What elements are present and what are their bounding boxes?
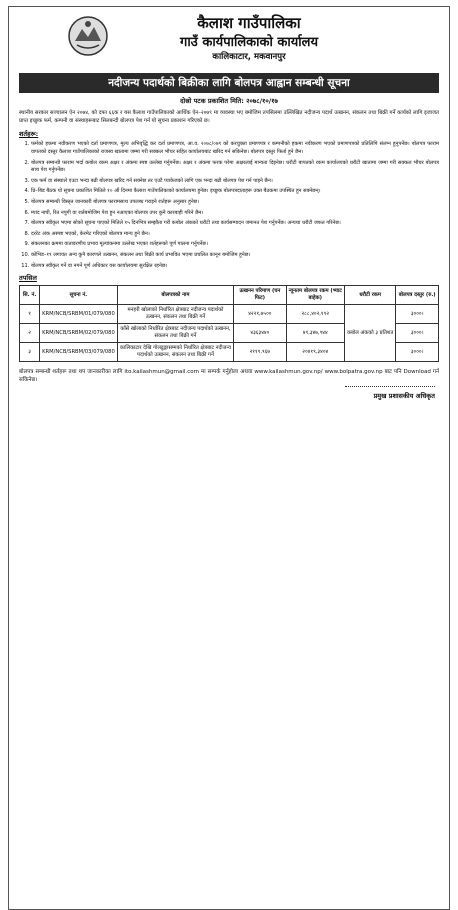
office-address: कालिकाटार, मकवानपुर	[212, 52, 286, 62]
cell-tender-name: मनहरी खोलाको निर्धारित क्षेत्रबाट नदीजन्य पदार्थको उत्खनन, संकलन तथा बिक्री गर्ने	[117, 305, 233, 324]
condition-item: 4. प्रि–बिड बैठक यो सूचना प्रकाशित मितिले १० औं दिनमा कैलाश गाउँपालिकाको कार्यालयमा हुनेछ। इच्छुक बोलपत्रदाताहरू उक्त बैठकमा उपस्थित हुन सक्नेछन्।	[31, 188, 439, 196]
conditions-list	[19, 141, 439, 270]
cell-notice-no: KRM/NCB/SRBM/02/079/080	[40, 324, 118, 343]
cell-fee: ३०००।	[396, 343, 439, 362]
cell-min-amount: ४९,३४७,९४४	[286, 324, 344, 343]
cell-notice-no: KRM/NCB/SRBM/01/079/080	[40, 305, 118, 324]
condition-item: 3. एक फर्म वा संस्थाले एउटा भन्दा बढी बोलपत्र खरिद गर्न सक्नेछ तर एउटै प्याकेजको लागि एक भन्दा बढी बोलपत्र पेश गर्न पाइने छैन।	[31, 178, 439, 186]
condition-item: 10. कोभिड–१९ लगायत अन्य कुनै कारणले उत्खनन, संकलन तथा बिक्री कार्य प्रभावित भएमा प्रचलित कानून बमोजिम हुनेछ।	[31, 252, 439, 260]
table-header-row	[20, 286, 439, 305]
signature-line	[345, 386, 435, 387]
publication-date: दोस्रो पटक प्रकाशित मिति: २०७८/१०/१७	[180, 97, 278, 105]
cell-sn: १	[20, 305, 40, 324]
cell-quantity: ४३६३४४०	[234, 324, 286, 343]
cell-quantity: २११९,९६७	[234, 343, 286, 362]
cell-fee: ३०००।	[396, 324, 439, 343]
cell-min-amount: २८८,४०२,१९२	[286, 305, 344, 324]
intro-paragraph: स्थानीय सरकार सञ्चालन ऐन २०७४, को दफा ६६क र यस कैलाश गाउँपालिकाको आर्थिक ऐन–२०७९ मा व्यवस्था भए बमोजिम तपसिलमा उल्लिखित नदीजन्य पदार्थ उत्खनन, संकलन तथा बिक्री गर्ने कार्यको लागि इजाजत प्राप्त इच्छुक फर्म, कम्पनी वा संस्थाहरूबाट सिलबन्दी बोलपत्र पेश गर्न यो सूचना प्रकाशन गरिएको छ।	[19, 110, 439, 125]
letterhead	[9, 7, 449, 71]
col-min-amount: न्यूनतम बोलपत्र रकम (भ्याट बाहेक)	[286, 286, 344, 305]
cell-fee: ३०००।	[396, 305, 439, 324]
cell-min-amount: २०४१९,३४०४	[286, 343, 344, 362]
annex-heading: तपसिल	[19, 274, 37, 283]
condition-item: 9. संकलनका क्रममा वातावरणीय प्रभाव मूल्यांकनमा उल्लेख भएका शर्तहरूको पूर्ण पालना गर्नुपर्नेछ।	[31, 241, 439, 249]
tender-table	[19, 285, 439, 362]
cell-notice-no: KRM/NCB/SRBM/03/079/080	[40, 343, 118, 362]
cell-sn: ३	[20, 343, 40, 362]
col-notice-no: सूचना नं.	[40, 286, 118, 305]
table-row	[20, 305, 439, 324]
col-sn: सि. नं.	[20, 286, 40, 305]
notice-frame	[8, 6, 450, 910]
cell-sn: २	[20, 324, 40, 343]
notice-title: नदीजन्य पदार्थको बिक्रीका लागि बोलपत्र आह्वान सम्बन्धी सूचना	[19, 73, 439, 93]
col-quantity: उत्खनन परिमाण (घन फिट)	[234, 286, 286, 305]
office-name: गाउँ कार्यपालिकाको कार्यालय	[180, 35, 318, 50]
col-fee: बोलपत्र दस्तुर (रु.)	[396, 286, 439, 305]
municipality-name: कैलाश गाउँपालिका	[197, 14, 301, 32]
condition-item: 1. फर्मको हकमा नवीकरण भएको दर्ता प्रमाणपत्र, मूल्य अभिवृद्धि कर दर्ता प्रमाणपत्र, आ.व. २०७८/०७९ को करचुक्ता प्रमाणपत्र र कम्पनीको हकमा नवीकरण भएको प्रमाणपत्रको प्रतिलिपि संलग्न हुनुपर्नेछ। बोलपत्र फाराम वापतको दस्तुर कैलाश गाउँपालिकाको राजस्व खातामा जम्मा गरी सक्कल भौचर सहित कार्यालयबाट खरिद गर्न सकिनेछ। बोलपत्र दस्तुर फिर्ता हुने छैन।	[31, 141, 439, 156]
condition-item: 8. दररेट अंक अस्पष्ट भएको, केरमेट गरिएको बोलपत्र मान्य हुने छैन।	[31, 231, 439, 239]
condition-item: 7. बोलपत्र स्वीकृत भएमा सोको सूचना पाएको मितिले १५ दिनभित्र सम्झौता गरी कबोल अंकको धरौटी तथा कार्यसम्पादन जमानत पेश गर्नुपर्नेछ। अन्यथा धरौटी जफत गरिनेछ।	[31, 220, 439, 228]
conditions-heading: शर्तहरू:	[19, 130, 39, 139]
condition-item: 6. म्याद नाघी, रित नपुगी वा शर्तबमोजिम पेश हुन नआएका बोलपत्र उपर कुनै कारबाही गरिने छैन।	[31, 210, 439, 218]
cell-tender-name: कालिकाटार देखि गोलढुङ्गासम्मको निर्धारित क्षेत्रबाट नदीजन्य पदार्थको उत्खनन, संकलन तथा बिक्री गर्ने	[117, 343, 233, 362]
col-deposit: धरौटी रकम	[344, 286, 396, 305]
cell-tender-name: काँसे खोलाको निर्धारित क्षेत्रबाट नदीजन्य पदार्थको उत्खनन, संकलन तथा बिक्री गर्ने	[117, 324, 233, 343]
condition-item: 2. बोलपत्र सम्बन्धी फाराम भर्दा कबोल रकम अक्षर र अंकमा स्पष्ट उल्लेख गर्नुपर्नेछ। अक्षर र अंकमा फरक परेमा अक्षरलाई मान्यता दिइनेछ। धरौटी बापतको रकम कार्यालयको धरौटी खातामा जम्मा गरी सक्कल भौचर बोलपत्र साथ पेश गर्नुपर्नेछ।	[31, 160, 439, 175]
condition-item: 5. बोलपत्र सम्बन्धी विस्तृत जानकारी बोलपत्र फारामसाथ उपलब्ध गराइने शर्तहरू अनुसार हुनेछ।	[31, 199, 439, 207]
condition-item: 11. बोलपत्र स्वीकृत गर्ने वा नगर्ने पूर्ण अधिकार यस कार्यालयमा सुरक्षित रहनेछ।	[31, 263, 439, 271]
cell-quantity: ४२२१,७५००	[234, 305, 286, 324]
signatory: प्रमुख प्रशासकीय अधिकृत	[373, 392, 435, 401]
cell-deposit: कबोल अंकको ३ प्रतिशत	[344, 305, 396, 362]
col-tender-name: बोलपत्रको नाम	[117, 286, 233, 305]
footer-contact: बोलपत्र सम्बन्धी शर्तहरू तथा थप जानकारीका लागि ito.kailashmun@gmail.com मा सम्पर्क गर्नुहोला अथवा www.kailashmun.gov.np/ www.bolpatra.gov.np बाट पनि Download गर्न सकिनेछ।	[19, 369, 439, 384]
